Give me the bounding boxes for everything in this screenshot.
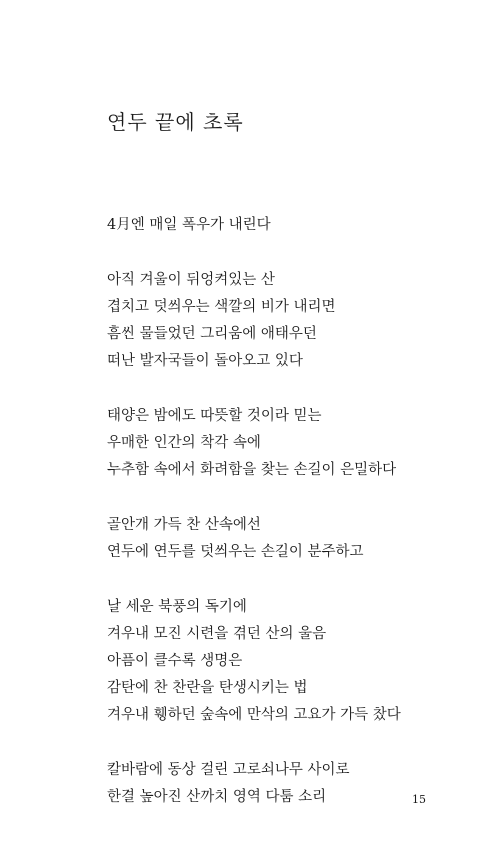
poem-line: 골안개 가득 찬 산속에선: [107, 517, 261, 533]
poem-line: 겨우내 모진 시련을 겪던 산의 울음: [107, 626, 327, 642]
poem-line: 아직 겨울이 뒤엉켜있는 산: [107, 272, 275, 288]
poem-line: 태양은 밤에도 따뜻할 것이라 믿는: [107, 408, 322, 424]
stanza-1: [107, 212, 487, 239]
poem-body: [107, 212, 487, 839]
page-number: 15: [412, 793, 426, 806]
stanza-4: [107, 512, 487, 566]
poem-line: 감탄에 찬 찬란을 탄생시키는 법: [107, 680, 308, 696]
poem-line: 아픔이 클수록 생명은: [107, 653, 243, 669]
poem-line: 흠씬 물들었던 그리움에 애태우던: [107, 326, 317, 342]
stanza-5: [107, 594, 487, 729]
poem-line: 우매한 인간의 착각 속에: [107, 435, 261, 451]
stanza-3: [107, 403, 487, 484]
poem-line: 날 세운 북풍의 독기에: [107, 599, 247, 615]
poem-line: 떠난 발자국들이 돌아오고 있다: [107, 353, 303, 369]
poem-line: 한결 높아진 산까치 영역 다툼 소리: [107, 789, 327, 805]
poem-title: 연두 끝에 초록: [107, 110, 244, 134]
poem-line: 칼바람에 동상 걸린 고로쇠나무 사이로: [107, 762, 350, 778]
poem-line: 겨우내 휑하던 숲속에 만삭의 고요가 가득 찼다: [107, 707, 401, 723]
poem-line: 누추함 속에서 화려함을 찾는 손길이 은밀하다: [107, 462, 397, 478]
poem-line: 4月엔 매일 폭우가 내린다: [107, 217, 271, 233]
poem-line: 겹치고 덧씌우는 색깔의 비가 내리면: [107, 299, 336, 315]
stanza-2: [107, 267, 487, 375]
poem-line: 연두에 연두를 덧씌우는 손길이 분주하고: [107, 544, 364, 560]
stanza-6: [107, 757, 487, 811]
